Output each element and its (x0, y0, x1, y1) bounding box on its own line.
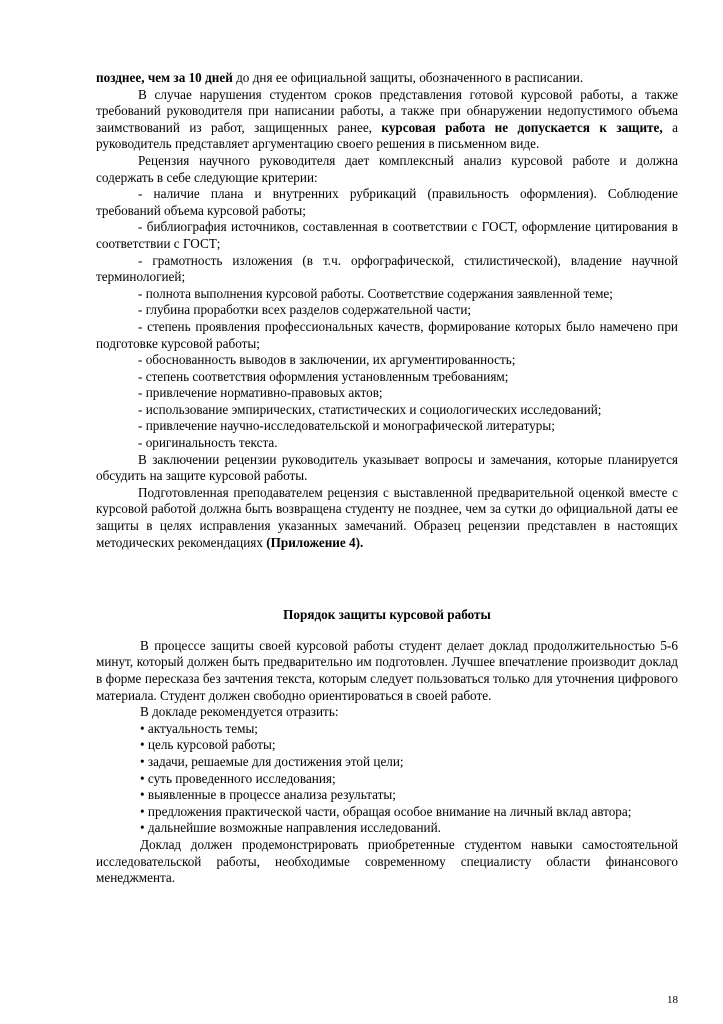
criteria-item: - полнота выполнения курсовой работы. Соответствие содержания заявленной теме; (138, 285, 613, 301)
criteria-item: - степень проявления профессиональных качеств, формирование которых было намечено при подготовке курсовой работы; (96, 318, 678, 351)
report-item: • задачи, решаемые для достижения этой цели; (140, 753, 404, 769)
criteria-item: - глубина проработки всех разделов содержательной части; (138, 302, 472, 318)
violation-text: В случае нарушения студентом сроков представления готовой курсовой работы, а также требований руководителя при написании работы, а также при обнаружении недопустимого объема заимствований из работ, защищенных ранее, (96, 86, 678, 135)
violation-bold: курсовая работа не допускается к защите, (381, 119, 663, 135)
report-item: • предложения практической части, обращая особое внимание на личный вклад автора; (140, 803, 632, 819)
section-heading: Порядок защиты курсовой работы (283, 607, 491, 623)
section-spacer (96, 551, 678, 607)
page-number: 18 (667, 994, 678, 1006)
report-item: • дальнейшие возможные направления исследований. (140, 820, 441, 836)
criteria-item: - оригинальность текста. (138, 435, 278, 451)
report-item: • выявленные в процессе анализа результаты; (140, 787, 396, 803)
paragraph-report-intro: В докладе рекомендуется отразить: (140, 704, 339, 720)
report-item: • цель курсовой работы; (140, 737, 276, 753)
paragraph-review-intro: Рецензия научного руководителя дает комплексный анализ курсовой работе и должна содержать в себе следующие критерии: (96, 152, 678, 185)
paragraph-defense-process: В процессе защиты своей курсовой работы студент делает доклад продолжительностью 5-6 минут, который должен быть предварительно им подготовлен. Лучшее впечатление производит доклад в форме пересказа без зачтения текста, которым следует пользоваться только для уточнения цифрового материала. Студент должен свободно ориентироваться в своей работе. (96, 637, 678, 703)
appendix-reference: (Приложение 4). (266, 534, 364, 550)
paragraph-report-skills: Доклад должен продемонстрировать приобретенные студентом навыки самостоятельной исследовательской работы, необходимые современному специалисту области финансового менеджмента. (96, 836, 678, 886)
paragraph-review-conclusion: В заключении рецензии руководитель указывает вопросы и замечания, которые планируется обсудить на защите курсовой работы. (96, 451, 678, 484)
document-page (96, 70, 678, 887)
criteria-item: - использование эмпирических, статистических и социологических исследований; (138, 401, 602, 417)
criteria-item: - привлечение нормативно-правовых актов; (138, 385, 383, 401)
deadline-bold: позднее, чем за 10 дней (96, 70, 233, 85)
heading-spacer (96, 624, 678, 638)
criteria-item: - библиография источников, составленная в соответствии с ГОСТ, оформление цитирования в соответствии с ГОСТ; (96, 219, 678, 251)
criteria-item: - привлечение научно-исследовательской и монографической литературы; (138, 418, 555, 434)
criteria-item: - обоснованность выводов в заключении, их аргументированность; (138, 352, 516, 368)
review-return-text: Подготовленная преподавателем рецензия с выставленной предварительной оценкой вместе с курсовой работой должна быть возвращена студенту не позднее, чем за сутки до официальной даты ее защиты в целях исправления указанных замечаний. Образец рецензии представлен в настоящих методических рекомендациях (96, 484, 678, 550)
violation-tail: а руководитель представляет аргументацию своего решения в письменном виде. (96, 119, 678, 152)
criteria-item: - наличие плана и внутренних рубрикаций (правильность оформления). Соблюдение требований объема курсовой работы; (96, 186, 678, 218)
paragraph-deadline (96, 70, 678, 87)
criteria-item: - грамотность изложения (в т.ч. орфографической, стилистической), владение научной терминологией; (96, 252, 678, 285)
criteria-item: - степень соответствия оформления установленным требованиям; (138, 368, 509, 384)
paragraph-violation (96, 87, 678, 153)
report-item: • суть проведенного исследования; (140, 770, 336, 786)
report-item: • актуальность темы; (140, 720, 258, 736)
deadline-text: до дня ее официальной защиты, обозначенного в расписании. (232, 70, 584, 85)
paragraph-review-return (96, 485, 678, 551)
